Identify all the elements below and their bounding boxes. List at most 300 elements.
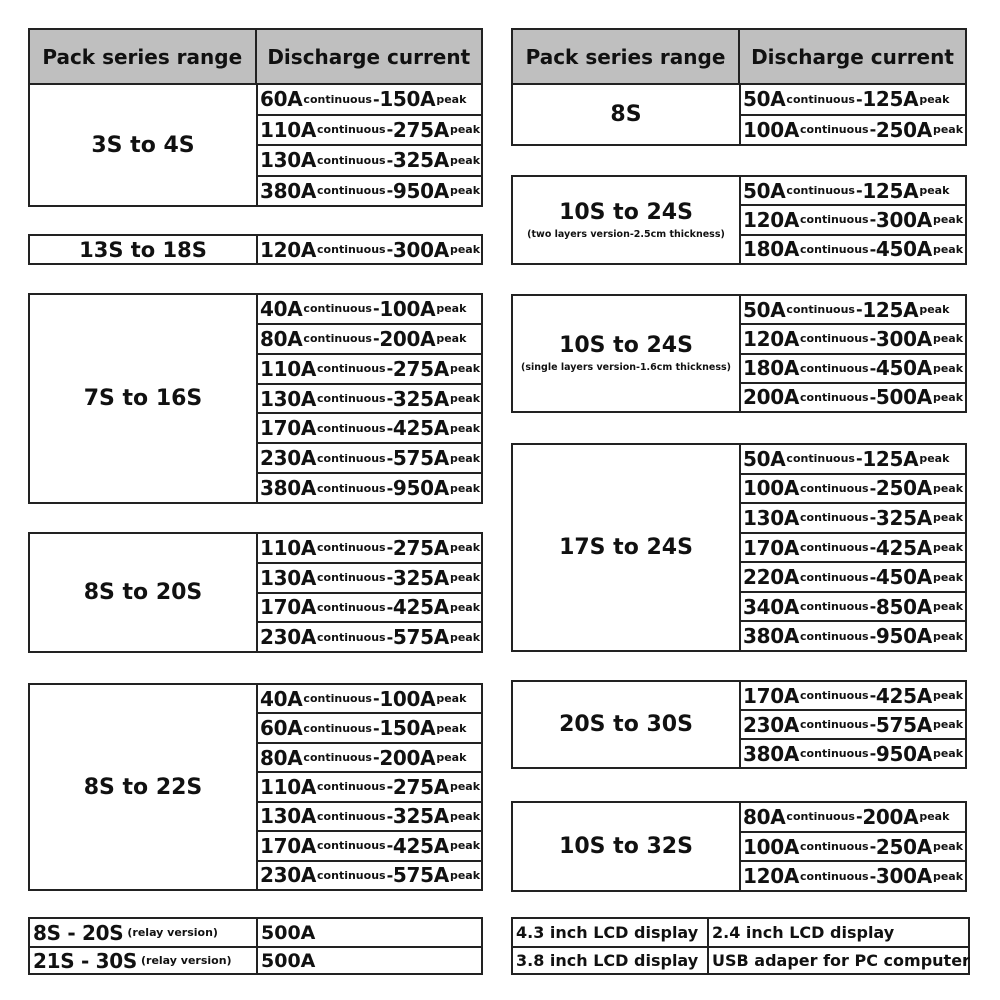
dash: - (386, 568, 393, 588)
dash: - (386, 538, 393, 558)
peak-label: peak (449, 123, 481, 137)
left-header (28, 28, 483, 85)
dash: - (372, 689, 380, 709)
peak-label: peak (932, 541, 964, 555)
peak-label: peak (436, 302, 467, 316)
discharge-current-row (741, 204, 965, 233)
discharge-current-row (741, 114, 965, 145)
continuous-label: continuous (317, 600, 386, 614)
peak-current: 300A (875, 326, 932, 351)
dash: - (869, 626, 876, 646)
pack-series-range (513, 296, 741, 411)
peak-current: 575A (392, 625, 449, 650)
continuous-current: 60A (260, 716, 303, 741)
dash: - (386, 865, 393, 885)
series-group (511, 443, 967, 652)
peak-label: peak (449, 362, 481, 376)
continuous-label: continuous (317, 392, 386, 405)
continuous-current: 110A (260, 356, 317, 381)
range-label: 17S to 24S (559, 535, 693, 560)
header-discharge-current: Discharge current (738, 30, 965, 83)
accessories-row (513, 919, 968, 946)
continuous-current: 230A (743, 712, 800, 737)
discharge-current-row (741, 831, 965, 861)
continuous-label: continuous (800, 840, 869, 853)
range-label: 8S (610, 102, 642, 127)
dash: - (386, 181, 393, 201)
discharge-current-row (741, 382, 965, 411)
peak-label: peak (449, 541, 481, 555)
pack-series-range (30, 685, 258, 889)
peak-current: 150A (379, 716, 436, 741)
discharge-current-row (258, 323, 481, 353)
relay-note: (relay version) (127, 926, 218, 939)
dash: - (855, 89, 863, 109)
peak-current: 450A (875, 237, 932, 262)
dash: - (869, 597, 876, 617)
pack-series-range (513, 682, 741, 767)
peak-label: peak (449, 243, 481, 256)
peak-current: 250A (875, 117, 932, 142)
discharge-current-row (258, 236, 481, 263)
range-note: (single layers version-1.6cm thickness) (521, 362, 731, 373)
series-group (28, 234, 483, 265)
peak-label: peak (932, 600, 964, 614)
peak-current: 275A (392, 117, 449, 142)
continuous-label: continuous (317, 809, 386, 823)
continuous-label: continuous (800, 541, 869, 555)
peak-label: peak (932, 718, 964, 731)
continuous-current: 130A (260, 565, 317, 590)
peak-label: peak (932, 123, 964, 137)
peak-current: 575A (392, 446, 449, 471)
dash: - (869, 387, 876, 407)
continuous-current: 230A (260, 446, 317, 471)
continuous-label: continuous (800, 213, 869, 227)
dash: - (869, 686, 876, 705)
dash: - (386, 120, 393, 140)
peak-current: 150A (379, 87, 436, 112)
peak-label: peak (919, 452, 950, 466)
discharge-current-row (741, 620, 965, 650)
right-header (511, 28, 967, 85)
continuous-label: continuous (317, 184, 386, 198)
peak-label: peak (436, 332, 467, 346)
dash: - (386, 389, 393, 408)
peak-current: 300A (392, 237, 449, 262)
dash: - (386, 597, 393, 617)
continuous-current: 130A (260, 386, 317, 411)
discharge-current-row (741, 561, 965, 591)
range-label: 10S to 24S (559, 199, 693, 225)
dash: - (869, 239, 876, 259)
continuous-current: 100A (743, 117, 800, 142)
peak-current: 950A (875, 624, 932, 649)
discharge-current-row (258, 144, 481, 175)
discharge-current-row (741, 591, 965, 621)
continuous-label: continuous (800, 629, 869, 643)
dash: - (386, 359, 393, 379)
dash: - (855, 181, 863, 201)
peak-current: 325A (392, 148, 449, 173)
series-group (511, 801, 967, 892)
peak-current: 125A (862, 178, 919, 203)
continuous-label: continuous (786, 92, 855, 106)
continuous-current: 60A (260, 87, 303, 112)
peak-current: 125A (862, 297, 919, 322)
range-label: 10S to 24S (559, 333, 693, 358)
continuous-current: 170A (260, 833, 317, 858)
continuous-current: 120A (743, 326, 800, 351)
discharge-current-row (258, 114, 481, 145)
pack-series-range (513, 803, 741, 890)
accessory-item: 4.3 inch LCD display (513, 919, 709, 946)
dash: - (372, 718, 380, 738)
discharge-current-row (258, 592, 481, 622)
continuous-current: 110A (260, 774, 317, 799)
peak-label: peak (932, 242, 964, 256)
discharge-current-row (741, 532, 965, 562)
discharge-current-row (741, 323, 965, 352)
peak-current: 575A (392, 863, 449, 888)
range-label: 13S to 18S (79, 237, 207, 262)
continuous-current: 200A (743, 385, 800, 410)
continuous-label: continuous (800, 481, 869, 495)
peak-current: 325A (875, 505, 932, 530)
discharge-current-row (258, 621, 481, 651)
discharge-current-row (741, 234, 965, 263)
dash: - (855, 449, 863, 469)
continuous-label: continuous (800, 869, 869, 883)
peak-label: peak (449, 392, 481, 405)
relay-range: 8S - 20S (33, 920, 124, 945)
peak-label: peak (436, 751, 467, 765)
header-pack-series-range: Pack series range (42, 44, 243, 69)
relay-row (30, 919, 481, 946)
peak-label: peak (436, 92, 467, 106)
continuous-label: continuous (800, 361, 869, 375)
discharge-current-row (258, 534, 481, 562)
continuous-current: 380A (743, 624, 800, 649)
continuous-label: continuous (786, 303, 855, 317)
peak-label: peak (449, 809, 481, 823)
peak-label: peak (932, 332, 964, 346)
peak-label: peak (932, 213, 964, 227)
pack-series-range (30, 236, 258, 263)
relay-table (28, 917, 483, 975)
continuous-current: 50A (743, 297, 786, 322)
peak-current: 425A (875, 683, 932, 708)
peak-label: peak (932, 747, 964, 760)
peak-current: 300A (875, 207, 932, 232)
dash: - (386, 418, 393, 438)
dash: - (372, 299, 380, 319)
discharge-current-row (741, 502, 965, 532)
peak-label: peak (919, 810, 950, 824)
peak-label: peak (449, 630, 481, 644)
continuous-current: 50A (743, 446, 786, 471)
header-pack-series-range: Pack series range (525, 44, 726, 69)
continuous-label: continuous (800, 718, 869, 731)
continuous-current: 40A (260, 686, 303, 711)
discharge-current-row (741, 445, 965, 473)
peak-current: 100A (379, 686, 436, 711)
continuous-label: continuous (800, 600, 869, 614)
peak-current: 125A (862, 446, 919, 471)
dash: - (386, 836, 393, 856)
series-group (511, 294, 967, 413)
range-note: (two layers version-2.5cm thickness) (527, 228, 725, 240)
dash: - (855, 807, 863, 827)
peak-current: 425A (392, 595, 449, 620)
peak-current: 425A (392, 833, 449, 858)
peak-current: 100A (379, 296, 436, 321)
peak-label: peak (919, 92, 950, 106)
relay-range-cell (30, 919, 258, 946)
peak-label: peak (449, 868, 481, 882)
peak-label: peak (932, 570, 964, 584)
accessories-row (513, 946, 968, 973)
peak-label: peak (932, 511, 964, 525)
continuous-label: continuous (317, 153, 386, 167)
continuous-label: continuous (303, 751, 372, 765)
peak-label: peak (932, 390, 964, 404)
peak-current: 950A (392, 476, 449, 501)
continuous-label: continuous (800, 511, 869, 525)
dash: - (386, 150, 393, 170)
peak-label: peak (449, 571, 481, 585)
continuous-label: continuous (786, 452, 855, 466)
peak-label: peak (919, 184, 950, 198)
continuous-label: continuous (317, 571, 386, 585)
continuous-current: 80A (260, 326, 303, 351)
peak-label: peak (932, 481, 964, 495)
discharge-current-row (258, 801, 481, 830)
peak-label: peak (436, 692, 467, 706)
dash: - (869, 210, 876, 230)
peak-current: 275A (392, 356, 449, 381)
continuous-current: 170A (260, 416, 317, 441)
dash: - (386, 627, 393, 647)
range-label: 3S to 4S (91, 132, 195, 158)
dash: - (372, 748, 380, 768)
peak-current: 200A (379, 745, 436, 770)
pack-series-range (513, 85, 741, 144)
continuous-label: continuous (317, 780, 386, 794)
peak-label: peak (449, 421, 481, 435)
peak-label: peak (932, 869, 964, 883)
peak-label: peak (932, 689, 964, 702)
continuous-current: 80A (743, 804, 786, 829)
discharge-current-row (258, 295, 481, 323)
series-group (511, 680, 967, 769)
continuous-current: 340A (743, 594, 800, 619)
peak-current: 125A (862, 87, 919, 112)
relay-range: 21S - 30S (33, 948, 137, 973)
continuous-label: continuous (317, 839, 386, 853)
discharge-current-row (258, 860, 481, 889)
continuous-current: 50A (743, 178, 786, 203)
continuous-current: 130A (743, 505, 800, 530)
continuous-label: continuous (317, 451, 386, 465)
discharge-current-row (741, 682, 965, 709)
discharge-current-row (741, 738, 965, 767)
peak-current: 250A (875, 476, 932, 501)
range-label: 10S to 32S (559, 834, 693, 859)
discharge-current-row (258, 175, 481, 206)
accessories-table (511, 917, 970, 975)
accessory-item: 2.4 inch LCD display (712, 923, 895, 942)
continuous-label: continuous (317, 362, 386, 376)
dash: - (372, 89, 380, 109)
peak-current: 450A (875, 565, 932, 590)
dash: - (855, 300, 863, 320)
relay-note: (relay version) (141, 954, 232, 967)
discharge-current-row (741, 860, 965, 890)
continuous-current: 130A (260, 804, 317, 829)
peak-label: peak (449, 600, 481, 614)
dash: - (372, 329, 380, 349)
peak-current: 325A (392, 565, 449, 590)
pack-series-range (30, 295, 258, 502)
peak-label: peak (932, 361, 964, 375)
relay-current: 500A (261, 921, 316, 944)
range-label: 8S to 20S (83, 580, 203, 605)
discharge-current-row (741, 177, 965, 204)
peak-current: 300A (875, 864, 932, 889)
continuous-current: 110A (260, 535, 317, 560)
continuous-label: continuous (800, 332, 869, 346)
continuous-label: continuous (800, 123, 869, 137)
peak-label: peak (449, 481, 481, 495)
continuous-label: continuous (303, 332, 372, 346)
dash: - (869, 508, 876, 528)
relay-current: 500A (261, 949, 316, 972)
dash: - (386, 448, 393, 468)
continuous-label: continuous (800, 689, 869, 702)
continuous-current: 130A (260, 148, 317, 173)
continuous-current: 170A (743, 535, 800, 560)
series-group (511, 85, 967, 146)
continuous-label: continuous (317, 630, 386, 644)
peak-label: peak (449, 184, 481, 198)
discharge-current-row (258, 85, 481, 114)
peak-current: 450A (875, 356, 932, 381)
discharge-current-row (258, 712, 481, 741)
continuous-current: 170A (743, 683, 800, 708)
continuous-label: continuous (786, 184, 855, 198)
peak-label: peak (449, 153, 481, 167)
discharge-current-row (258, 442, 481, 472)
discharge-current-row (741, 473, 965, 503)
continuous-current: 230A (260, 863, 317, 888)
dash: - (386, 478, 393, 498)
continuous-label: continuous (303, 692, 372, 706)
continuous-current: 170A (260, 595, 317, 620)
dash: - (386, 777, 393, 797)
peak-current: 500A (875, 385, 932, 410)
peak-current: 325A (392, 804, 449, 829)
discharge-current-row (258, 771, 481, 800)
pack-series-range (30, 534, 258, 651)
dash: - (869, 744, 876, 763)
range-label: 7S to 16S (83, 386, 203, 411)
peak-current: 200A (862, 804, 919, 829)
peak-current: 425A (875, 535, 932, 560)
accessory-item: 3.8 inch LCD display (513, 948, 709, 973)
discharge-current-row (258, 383, 481, 413)
continuous-current: 120A (260, 237, 317, 262)
discharge-current-row (741, 709, 965, 738)
continuous-current: 380A (743, 741, 800, 766)
continuous-current: 180A (743, 237, 800, 262)
continuous-label: continuous (317, 421, 386, 435)
continuous-label: continuous (800, 390, 869, 404)
continuous-label: continuous (303, 92, 372, 106)
peak-label: peak (449, 839, 481, 853)
continuous-current: 380A (260, 476, 317, 501)
pack-series-range (513, 445, 741, 650)
dash: - (869, 715, 876, 734)
continuous-current: 50A (743, 87, 786, 112)
dash: - (869, 478, 876, 498)
peak-label: peak (932, 840, 964, 853)
peak-current: 425A (392, 416, 449, 441)
continuous-current: 230A (260, 625, 317, 650)
discharge-current-row (258, 472, 481, 502)
continuous-label: continuous (786, 810, 855, 824)
dash: - (869, 538, 876, 558)
peak-current: 200A (379, 326, 436, 351)
peak-current: 950A (392, 178, 449, 203)
dash: - (869, 329, 876, 349)
dash: - (869, 567, 876, 587)
continuous-label: continuous (800, 747, 869, 760)
continuous-label: continuous (303, 302, 372, 316)
series-group (28, 85, 483, 207)
peak-current: 325A (392, 386, 449, 411)
continuous-label: continuous (800, 570, 869, 584)
continuous-current: 100A (743, 476, 800, 501)
discharge-current-row (741, 296, 965, 323)
relay-range-cell (30, 948, 258, 973)
peak-current: 275A (392, 535, 449, 560)
range-label: 8S to 22S (83, 774, 203, 800)
continuous-current: 120A (743, 207, 800, 232)
continuous-current: 120A (743, 864, 800, 889)
discharge-current-row (741, 85, 965, 114)
peak-current: 850A (875, 594, 932, 619)
continuous-current: 80A (260, 745, 303, 770)
discharge-current-row (258, 562, 481, 592)
continuous-label: continuous (317, 541, 386, 555)
peak-label: peak (436, 721, 467, 735)
continuous-label: continuous (317, 243, 386, 256)
continuous-label: continuous (317, 123, 386, 137)
discharge-current-row (258, 685, 481, 712)
range-label: 20S to 30S (559, 712, 693, 737)
continuous-label: continuous (317, 481, 386, 495)
dash: - (386, 240, 393, 259)
continuous-label: continuous (303, 721, 372, 735)
discharge-current-row (741, 803, 965, 831)
continuous-current: 220A (743, 565, 800, 590)
discharge-current-row (258, 830, 481, 859)
peak-current: 950A (875, 741, 932, 766)
dash: - (869, 358, 876, 378)
series-group (511, 175, 967, 265)
header-discharge-current: Discharge current (255, 30, 482, 83)
